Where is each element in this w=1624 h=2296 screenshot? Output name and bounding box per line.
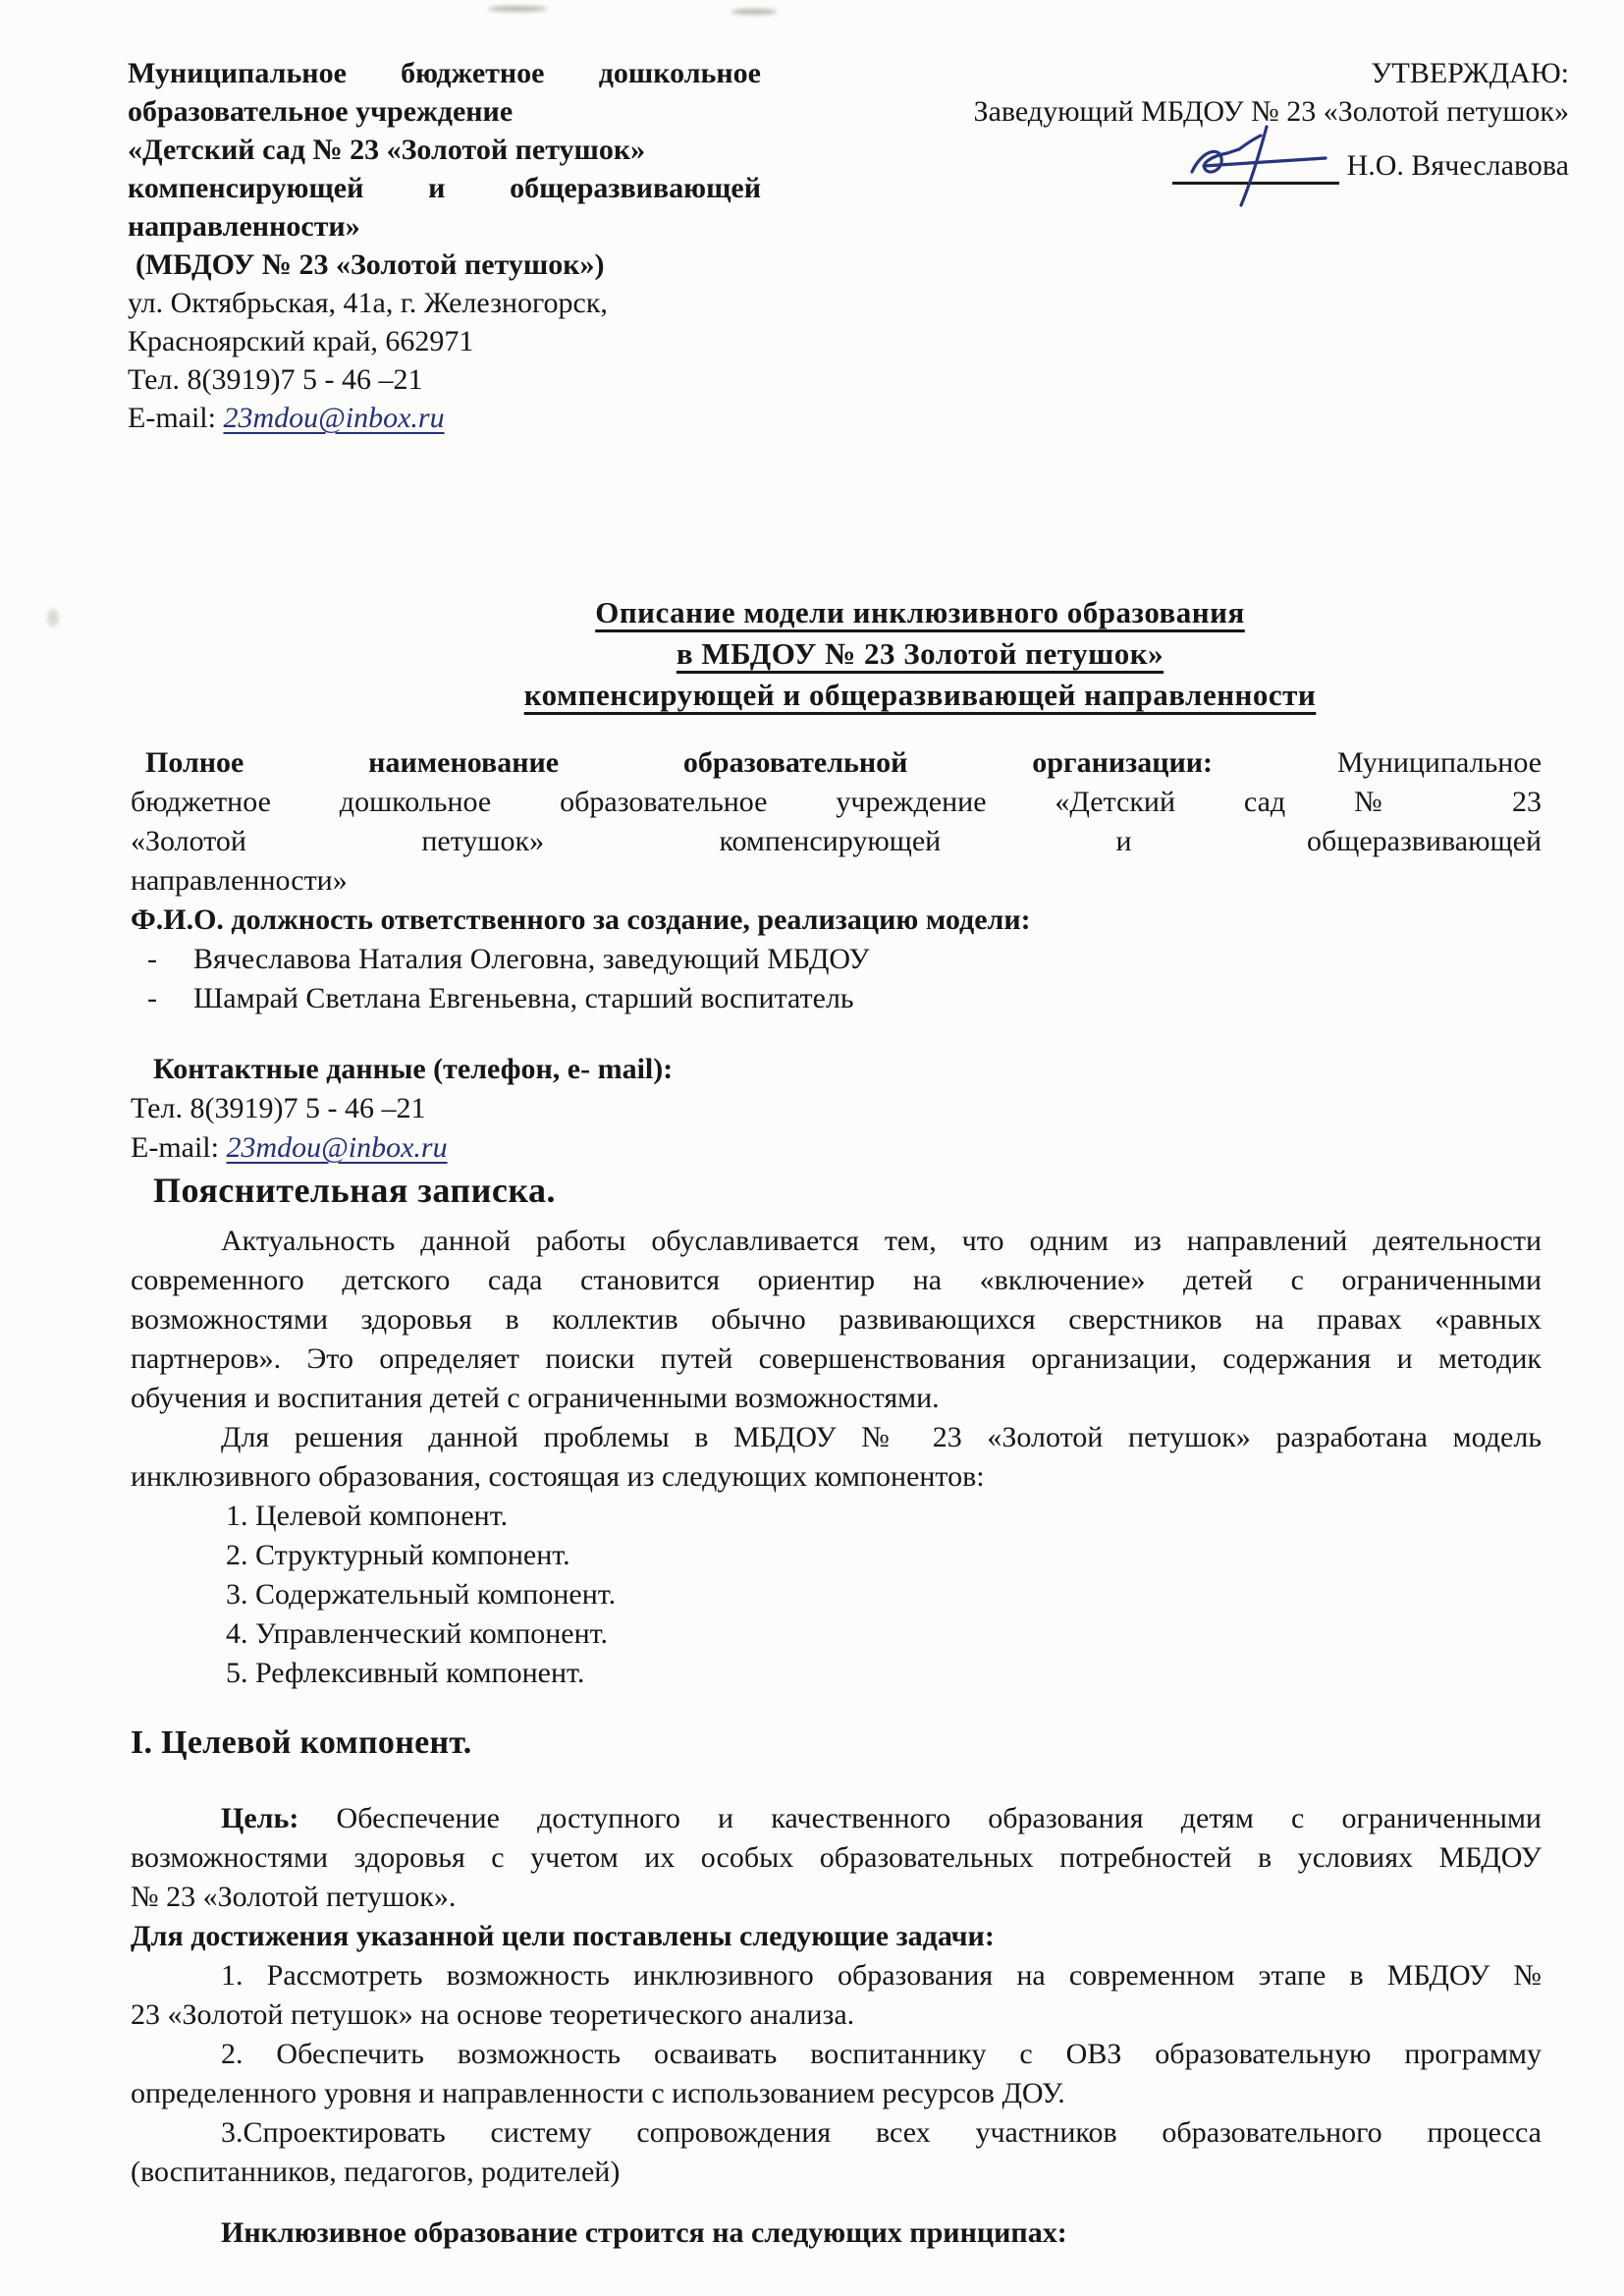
contacts-phone-line: Тел. 8(3919)7 5 - 46 –21	[131, 1092, 426, 1124]
component-item: 1. Целевой компонент.	[226, 1500, 509, 1532]
email-label: E-mail:	[131, 1131, 227, 1164]
org-requisites-block	[128, 54, 761, 437]
goal-paragraph	[131, 1799, 1542, 1917]
goal-label: Цель:	[221, 1802, 299, 1834]
list-item-text: Шамрай Светлана Евгеньевна, старший воспитатель	[193, 982, 854, 1014]
list-item-text: Вячеславова Наталия Олеговна, заведующий МБДОУ	[193, 943, 870, 975]
paragraph-line: современного детского сада становится ориентир на «включение» детей с ограниченными	[131, 1264, 1542, 1296]
full-name-paragraph-line: направленности»	[131, 864, 348, 897]
paragraph-line: возможностями здоровья в коллектив обычно развивающихся сверстников на правах «равных	[131, 1303, 1542, 1336]
note-heading: Пояснительная записка.	[153, 1171, 557, 1210]
paragraph-line: № 23 «Золотой петушок».	[131, 1881, 457, 1913]
org-address-line: ул. Октябрьская, 41а, г. Железногорск,	[128, 287, 608, 319]
full-name-lead: Полное наименование образовательной организации:	[145, 746, 1214, 779]
task-paragraph	[131, 2035, 1542, 2113]
paragraph-line: Актуальность данной работы обуславливается тем, что одним из направлений деятельности	[221, 1225, 1542, 1257]
org-region-line: Красноярский край, 662971	[128, 325, 474, 357]
section-1-heading: I. Целевой компонент.	[131, 1724, 472, 1761]
org-email-link[interactable]: 23mdou@inbox.ru	[223, 402, 445, 434]
org-phone-line: Тел. 8(3919)7 5 - 46 –21	[128, 363, 423, 396]
org-name-line: направленности»	[128, 210, 360, 243]
paragraph-line: 3.Спроектировать систему сопровождения всех участников образовательного процесса	[221, 2116, 1542, 2149]
org-name-line: образовательное учреждение	[128, 95, 514, 128]
paragraph-line: обучения и воспитания детей с ограниченными возможностями.	[131, 1382, 940, 1414]
approval-block	[941, 54, 1569, 185]
list-item	[131, 940, 1542, 979]
document-body	[131, 738, 1542, 2253]
goal-text: Обеспечение доступного и качественного образования детям с ограниченными	[298, 1802, 1542, 1834]
full-name-rest: Муниципальное	[1336, 746, 1543, 779]
approver-position: Заведующий МБДОУ № 23 «Золотой петушок»	[973, 95, 1569, 128]
tasks-heading: Для достижения указанной цели поставлены следующие задачи:	[131, 1920, 995, 1952]
paragraph-line: 1. Рассмотреть возможность инклюзивного образования на современном этапе в МБДОУ №	[221, 1959, 1542, 1992]
document-title	[216, 597, 1624, 721]
org-short-name-line: (МБДОУ № 23 «Золотой петушок»)	[135, 248, 605, 281]
title-line-2: в МБДОУ № 23 Золотой петушок»	[676, 636, 1164, 671]
component-item: 2. Структурный компонент.	[226, 1539, 570, 1571]
signature-scribble-icon	[1178, 123, 1335, 209]
contacts-email-line	[131, 1128, 1542, 1168]
relevance-paragraph	[131, 1222, 1542, 1418]
paragraph-line: инклюзивного образования, состоящая из следующих компонентов:	[131, 1460, 985, 1493]
component-item: 4. Управленческий компонент.	[226, 1617, 609, 1650]
org-email-line	[128, 399, 761, 437]
principles-heading: Инклюзивное образование строится на следующих принципах:	[221, 2216, 1067, 2249]
approve-label: УТВЕРЖДАЮ:	[1371, 57, 1569, 89]
title-line-3: компенсирующей и общеразвивающей направленности	[523, 678, 1317, 712]
signature-line	[1172, 152, 1339, 185]
paragraph-line: партнеров». Это определяет поиски путей совершенствования организации, содержания и методик	[131, 1342, 1542, 1375]
full-name-paragraph-line: «Золотой петушок» компенсирующей и общеразвивающей	[131, 825, 1542, 857]
component-item: 3. Содержательный компонент.	[226, 1578, 617, 1611]
paragraph-line: 2. Обеспечить возможность осваивать воспитаннику с ОВЗ образовательную программу	[221, 2038, 1542, 2070]
org-name-line: Муниципальное бюджетное дошкольное	[128, 57, 761, 89]
paragraph-line: Для решения данной проблемы в МБДОУ № 23 «Золотой петушок» разработана модель	[221, 1421, 1542, 1453]
fio-heading: Ф.И.О. должность ответственного за создание, реализацию модели:	[131, 903, 1031, 936]
full-name-paragraph-line: бюджетное дошкольное образовательное учреждение «Детский сад № 23	[131, 786, 1542, 818]
contacts-heading: Контактные данные (телефон, e- mail):	[153, 1053, 674, 1085]
org-name-line: компенсирующей и общеразвивающей	[128, 172, 761, 204]
paragraph-line: 23 «Золотой петушок» на основе теоретического анализа.	[131, 1998, 855, 2031]
title-line-1: Описание модели инклюзивного образования	[595, 595, 1245, 629]
scan-artifact	[488, 6, 547, 12]
component-item: 5. Рефлексивный компонент.	[226, 1657, 585, 1689]
signature-row	[941, 146, 1569, 185]
contacts-email-link[interactable]: 23mdou@inbox.ru	[226, 1131, 448, 1164]
paragraph-line: определенного уровня и направленности с использованием ресурсов ДОУ.	[131, 2077, 1065, 2109]
solution-paragraph	[131, 1418, 1542, 1497]
org-name-line: «Детский сад № 23 «Золотой петушок»	[128, 134, 646, 166]
dash-bullet: -	[147, 943, 157, 975]
task-paragraph	[131, 2113, 1542, 2192]
email-label: E-mail:	[128, 402, 224, 434]
dash-bullet: -	[147, 982, 157, 1014]
list-item	[131, 979, 1542, 1018]
signatory-name: Н.О. Вячеславова	[1346, 149, 1569, 182]
full-name-paragraph-line	[131, 743, 1542, 783]
scan-artifact	[731, 9, 777, 15]
paragraph-line: (воспитанников, педагогов, родителей)	[131, 2156, 621, 2188]
scan-artifact	[47, 609, 59, 627]
task-paragraph	[131, 1956, 1542, 2035]
paragraph-line: возможностями здоровья с учетом их особых образовательных потребностей в условиях МБДОУ	[131, 1841, 1542, 1874]
paragraph-line	[131, 1799, 1542, 1838]
